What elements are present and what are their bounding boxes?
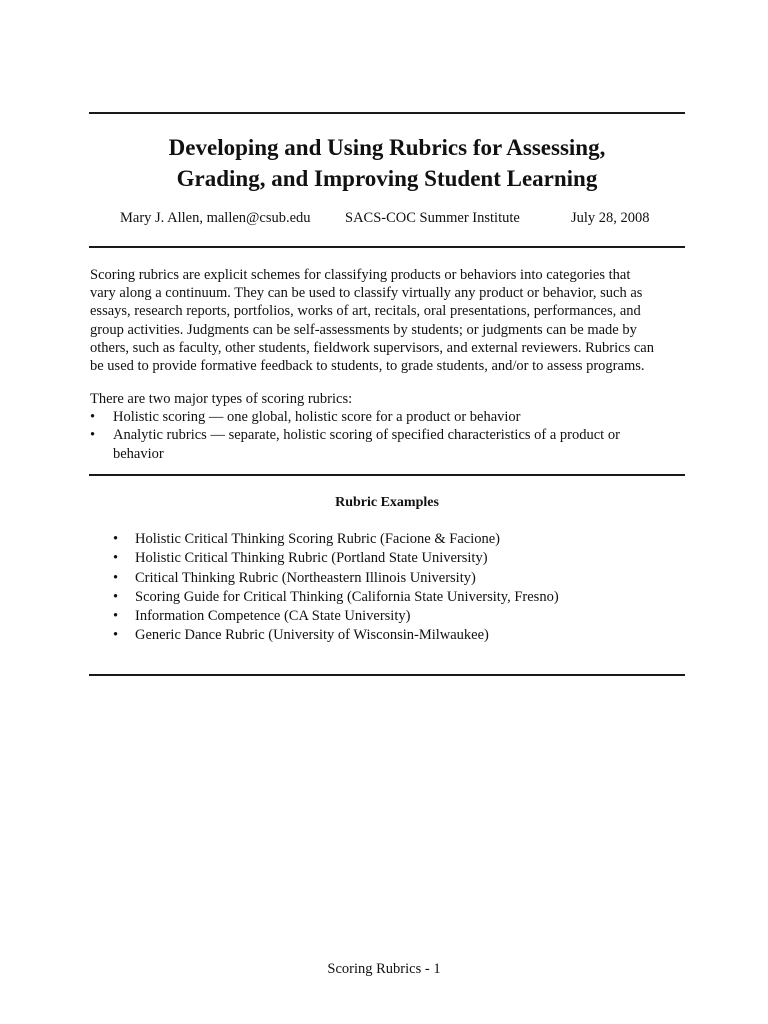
list-item-text: Holistic scoring — one global, holistic score for a product or behavior <box>113 409 521 426</box>
intro-line: others, such as faculty, other students, fieldwork supervisors, and external reviewers. Rubrics can <box>90 339 654 356</box>
bullet-icon: • <box>113 569 119 586</box>
intro-paragraph <box>90 266 690 375</box>
list-item <box>113 588 673 607</box>
example-link: Generic Dance Rubric (University of Wisconsin-Milwaukee) <box>135 627 489 644</box>
bullet-icon: • <box>90 427 96 444</box>
title-line-1: Developing and Using Rubrics for Assessing, <box>168 135 606 160</box>
event-byline: SACS-COC Summer Institute <box>345 210 520 226</box>
bullet-icon: • <box>113 627 119 644</box>
intro-line: vary along a continuum. They can be used to classify virtually any product or behavior, such as <box>90 285 643 302</box>
rubric-types-list <box>90 408 650 463</box>
rubric-examples-heading: Rubric Examples <box>335 495 439 510</box>
intro-line: be used to provide formative feedback to students, to grade students, and/or to assess programs. <box>90 358 645 375</box>
author-byline: Mary J. Allen, mallen@csub.edu <box>120 210 311 226</box>
header-rule <box>89 246 685 248</box>
bottom-rule <box>89 674 685 676</box>
intro-line: group activities. Judgments can be self-assessments by students; or judgments can be made by <box>90 321 637 338</box>
title-line-2: Grading, and Improving Student Learning <box>176 166 598 191</box>
top-rule <box>89 112 685 114</box>
example-link: Critical Thinking Rubric (Northeastern Illinois University) <box>135 569 476 586</box>
bullet-icon: • <box>113 550 119 567</box>
rubric-types-lead: There are two major types of scoring rubrics: <box>90 391 353 407</box>
date-byline: July 28, 2008 <box>571 210 650 226</box>
intro-line: essays, research reports, portfolios, works of art, recitals, oral presentations, performances, and <box>90 303 641 320</box>
list-item <box>113 549 673 568</box>
example-link: Holistic Critical Thinking Rubric (Portland State University) <box>135 550 488 567</box>
example-link: Information Competence (CA State University) <box>135 608 411 625</box>
list-item-text: Analytic rubrics — separate, holistic scoring of specified characteristics of a product or behavior <box>113 427 620 462</box>
list-item <box>113 626 673 645</box>
example-link: Scoring Guide for Critical Thinking (California State University, Fresno) <box>135 588 559 605</box>
list-item <box>113 530 673 549</box>
document-title <box>89 132 685 194</box>
list-item <box>90 408 650 426</box>
rubric-examples-list <box>113 530 673 646</box>
intro-line: Scoring rubrics are explicit schemes for classifying products or behaviors into categories that <box>90 267 631 283</box>
page-footer: Scoring Rubrics - 1 <box>327 961 441 977</box>
bullet-icon: • <box>90 409 96 426</box>
bullet-icon: • <box>113 608 119 625</box>
list-item <box>113 607 673 626</box>
list-item <box>113 569 673 588</box>
list-item <box>90 426 650 462</box>
section-rule <box>89 474 685 476</box>
example-link: Holistic Critical Thinking Scoring Rubric (Facione & Facione) <box>135 531 500 547</box>
rubric-types-section <box>90 390 650 463</box>
bullet-icon: • <box>113 588 119 605</box>
bullet-icon: • <box>113 531 119 547</box>
